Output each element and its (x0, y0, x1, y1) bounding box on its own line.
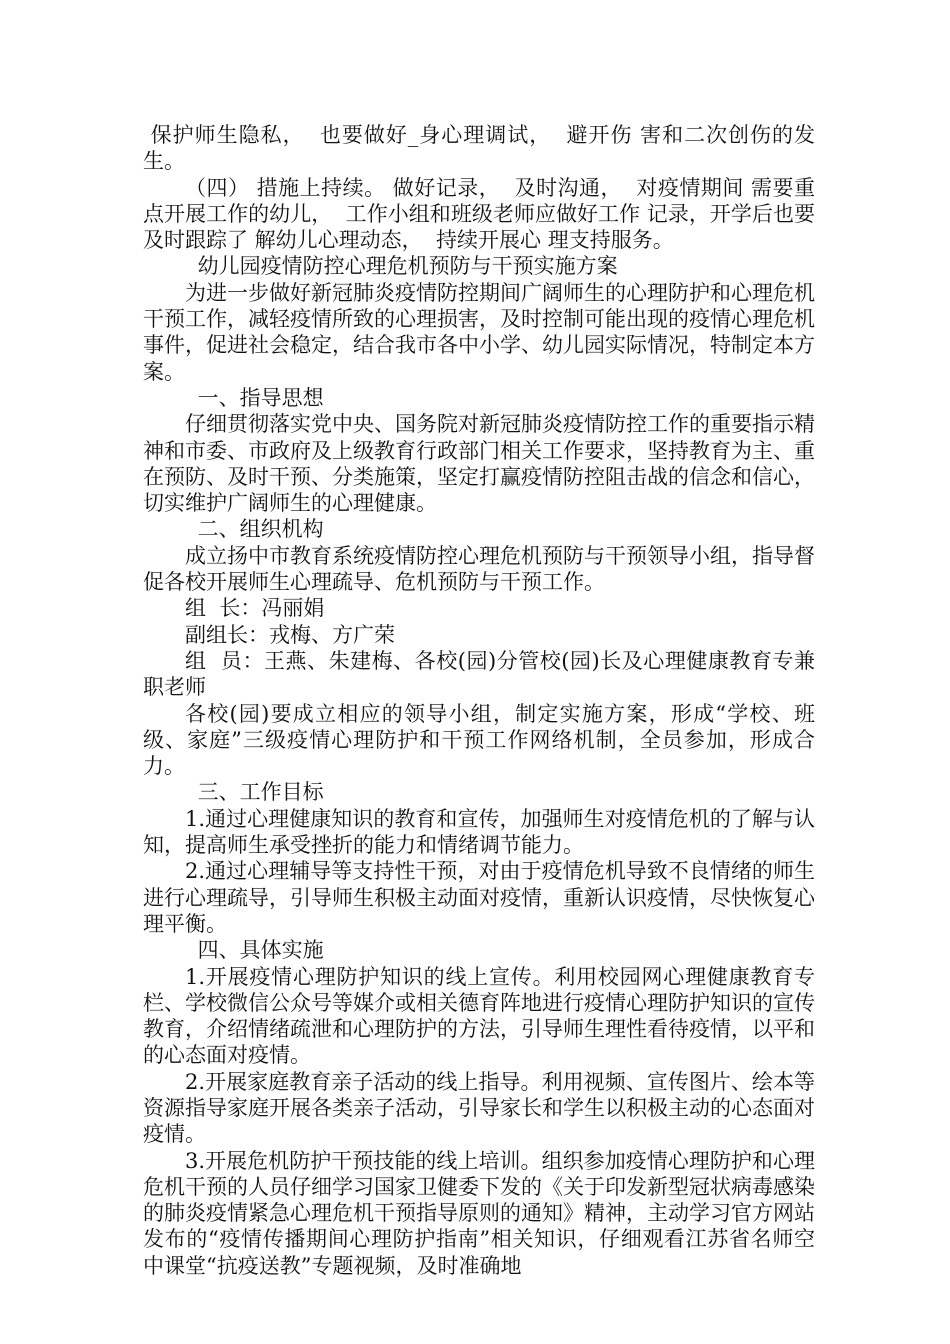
section-heading-goals: 三、工作目标 (197, 780, 324, 805)
paragraph-organization: 成立扬中市教育系统疫情防控心理危机预防与干预领导小组，指导督促各校开展师生心理疏导、危机预防与干预工作。 (143, 543, 815, 595)
paragraph-goal-1: 1.通过心理健康知识的教育和宣传，加强师生对疫情危机的了解与认知，提高师生承受挫折的能力和情绪调节能力。 (143, 806, 815, 858)
paragraph-measures: （四） 措施上持续。 做好记录， 及时沟通， 对疫情期间 需要重点开展工作的幼儿， 工作小组和班级老师应做好工作 记录，开学后也要及时跟踪了 解幼儿心理动态， 持续开展心 理支持服务。 (143, 175, 815, 253)
paragraph-goal-2: 2.通过心理辅导等支持性干预，对由于疫情危机导致不良情绪的师生进行心理疏导，引导师生积极主动面对疫情，重新认识疫情，尽快恢复心理平衡。 (143, 859, 815, 936)
paragraph-members: 组 员：王燕、朱建梅、各校(园)分管校(园)长及心理健康教育专兼职老师 (143, 648, 815, 700)
document-title: 幼儿园疫情防控心理危机预防与干预实施方案 (197, 254, 618, 279)
document-page (143, 122, 815, 1279)
section-heading-implementation: 四、具体实施 (197, 938, 324, 963)
paragraph-guiding-thought: 仔细贯彻落实党中央、国务院对新冠肺炎疫情防控工作的重要指示精神和市委、市政府及上级教育行政部门相关工作要求，坚持教育为主、重在预防、及时干预、分类施策，坚定打赢疫情防控阻击战的信念和信心，切实维护广阔师生的心理健康。 (143, 412, 815, 516)
paragraph-privacy: 保护师生隐私， 也要做好_身心理调试， 避开伤 害和二次创伤的发生。 (143, 123, 815, 174)
paragraph-group-leader: 组 长：冯丽娟 (185, 596, 325, 621)
paragraph-school-groups: 各校(园)要成立相应的领导小组，制定实施方案，形成“学校、班级、家庭”三级疫情心理防护和干预工作网络机制，全员参加，形成合力。 (143, 701, 815, 779)
paragraph-implementation-3: 3.开展危机防护干预技能的线上培训。组织参加疫情心理防护和心理危机干预的人员仔细学习国家卫健委下发的《关于印发新型冠状病毒感染的肺炎疫情紧急心理危机干预指导原则的通知》精神，主动学习官方网站发布的“疫情传播期间心理防护指南”相关知识，仔细观看江苏省名师空中课堂“抗疫送教”专题视频，及时准确地 (143, 1148, 815, 1278)
paragraph-deputy-leader: 副组长：戎梅、方广荣 (185, 622, 395, 647)
paragraph-implementation-1: 1.开展疫情心理防护知识的线上宣传。利用校园网心理健康教育专栏、学校微信公众号等媒介或相关德育阵地进行疫情心理防护知识的宣传教育，介绍情绪疏泄和心理防护的方法，引导师生理性看待疫情，以平和的心态面对疫情。 (143, 964, 815, 1068)
paragraph-intro: 为进一步做好新冠肺炎疫情防控期间广阔师生的心理防护和心理危机干预工作，减轻疫情所致的心理损害，及时控制可能出现的疫情心理危机事件，促进社会稳定，结合我市各中小学、幼儿园实际情况，特制定本方案。 (143, 280, 815, 384)
section-heading-guiding-thought: 一、指导思想 (197, 385, 324, 410)
paragraph-implementation-2: 2.开展家庭教育亲子活动的线上指导。利用视频、宣传图片、绘本等资源指导家庭开展各类亲子活动，引导家长和学生以积极主动的心态面对疫情。 (143, 1069, 815, 1147)
section-heading-organization: 二、组织机构 (197, 517, 324, 542)
